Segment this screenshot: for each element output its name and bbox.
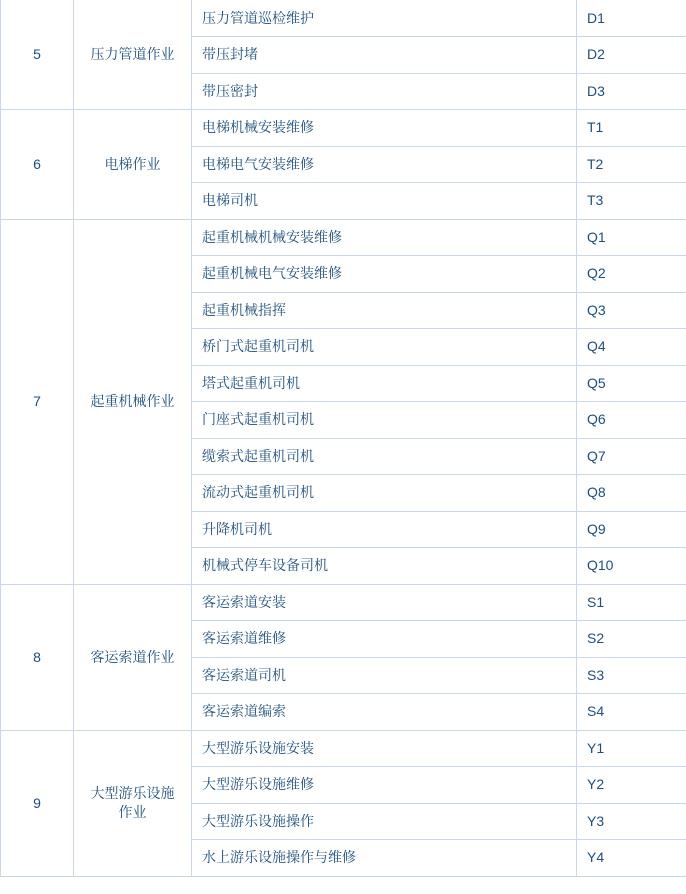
- code-cell: Q5: [577, 365, 686, 402]
- code-cell: Q9: [577, 511, 686, 548]
- item-cell: 电梯司机: [192, 183, 577, 220]
- group-category-cell: 大型游乐设施作业: [74, 730, 192, 876]
- group-category-cell: 电梯作业: [74, 110, 192, 220]
- group-number-cell: 9: [1, 730, 74, 876]
- item-cell: 客运索道安装: [192, 584, 577, 621]
- item-cell: 带压密封: [192, 73, 577, 110]
- group-number-cell: 8: [1, 584, 74, 730]
- item-cell: 起重机械指挥: [192, 292, 577, 329]
- item-cell: 电梯机械安装维修: [192, 110, 577, 147]
- code-cell: S4: [577, 694, 686, 731]
- code-cell: D3: [577, 73, 686, 110]
- item-cell: 大型游乐设施安装: [192, 730, 577, 767]
- item-cell: 大型游乐设施维修: [192, 767, 577, 804]
- table-row: [1, 0, 686, 37]
- item-cell: 电梯电气安装维修: [192, 146, 577, 183]
- code-cell: Y2: [577, 767, 686, 804]
- item-cell: 缆索式起重机司机: [192, 438, 577, 475]
- item-cell: 流动式起重机司机: [192, 475, 577, 512]
- item-cell: 带压封堵: [192, 37, 577, 74]
- code-cell: Q10: [577, 548, 686, 585]
- item-cell: 塔式起重机司机: [192, 365, 577, 402]
- code-cell: S2: [577, 621, 686, 658]
- item-cell: 大型游乐设施操作: [192, 803, 577, 840]
- code-cell: S3: [577, 657, 686, 694]
- item-cell: 压力管道巡检维护: [192, 0, 577, 37]
- table-row: [1, 219, 686, 256]
- table-body: [1, 0, 686, 876]
- item-cell: 水上游乐设施操作与维修: [192, 840, 577, 877]
- item-cell: 升降机司机: [192, 511, 577, 548]
- code-cell: Q7: [577, 438, 686, 475]
- code-cell: Q1: [577, 219, 686, 256]
- group-number-cell: 5: [1, 0, 74, 110]
- item-cell: 客运索道维修: [192, 621, 577, 658]
- group-category-cell: 客运索道作业: [74, 584, 192, 730]
- code-cell: T3: [577, 183, 686, 220]
- item-cell: 客运索道编索: [192, 694, 577, 731]
- code-cell: D2: [577, 37, 686, 74]
- item-cell: 机械式停车设备司机: [192, 548, 577, 585]
- item-cell: 起重机械机械安装维修: [192, 219, 577, 256]
- code-cell: T1: [577, 110, 686, 147]
- table-row: [1, 730, 686, 767]
- code-cell: D1: [577, 0, 686, 37]
- code-cell: Q2: [577, 256, 686, 293]
- item-cell: 客运索道司机: [192, 657, 577, 694]
- table-row: [1, 110, 686, 147]
- code-cell: S1: [577, 584, 686, 621]
- code-cell: Y3: [577, 803, 686, 840]
- item-cell: 桥门式起重机司机: [192, 329, 577, 366]
- code-cell: Q3: [577, 292, 686, 329]
- item-cell: 门座式起重机司机: [192, 402, 577, 439]
- item-cell: 起重机械电气安装维修: [192, 256, 577, 293]
- group-category-cell: 起重机械作业: [74, 219, 192, 584]
- code-cell: Q8: [577, 475, 686, 512]
- code-cell: Y4: [577, 840, 686, 877]
- code-cell: Y1: [577, 730, 686, 767]
- group-number-cell: 6: [1, 110, 74, 220]
- group-number-cell: 7: [1, 219, 74, 584]
- group-category-cell: 压力管道作业: [74, 0, 192, 110]
- code-cell: Q6: [577, 402, 686, 439]
- code-cell: T2: [577, 146, 686, 183]
- code-cell: Q4: [577, 329, 686, 366]
- table-row: [1, 584, 686, 621]
